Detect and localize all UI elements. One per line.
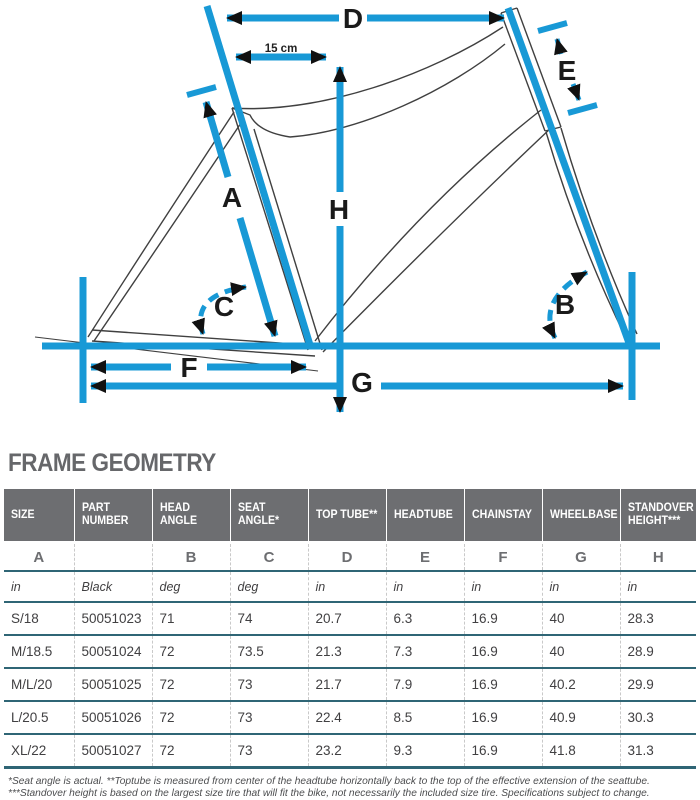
letter-cell: G bbox=[542, 543, 620, 572]
seat-measure-end-tick bbox=[187, 87, 216, 95]
unit-cell: in bbox=[464, 571, 542, 602]
label-C: C bbox=[213, 291, 235, 322]
cell: 72 bbox=[152, 734, 230, 768]
cell: 16.9 bbox=[464, 602, 542, 635]
cell: 73 bbox=[230, 734, 308, 768]
cell: M/18.5 bbox=[4, 635, 74, 668]
table-row-s18 bbox=[4, 602, 696, 635]
unit-cell: in bbox=[620, 571, 696, 602]
cell: 16.9 bbox=[464, 635, 542, 668]
cell: 40.2 bbox=[542, 668, 620, 701]
unit-cell: in bbox=[4, 571, 74, 602]
cell: 72 bbox=[152, 701, 230, 734]
cell: 50051025 bbox=[74, 668, 152, 701]
cell: 28.3 bbox=[620, 602, 696, 635]
units-row bbox=[4, 571, 696, 602]
cell: 8.5 bbox=[386, 701, 464, 734]
cell: 50051026 bbox=[74, 701, 152, 734]
headtube-top-tick bbox=[538, 23, 567, 31]
headtube-bottom-tick bbox=[568, 105, 597, 113]
spec-section bbox=[0, 449, 700, 800]
cell: 16.9 bbox=[464, 701, 542, 734]
cell: 50051027 bbox=[74, 734, 152, 768]
label-G: G bbox=[351, 367, 373, 398]
bike-frame-outline bbox=[35, 8, 637, 371]
cell: S/18 bbox=[4, 602, 74, 635]
letter-cell: D bbox=[308, 543, 386, 572]
col-size: SIZE bbox=[4, 489, 74, 543]
col-seat-angle: SEAT ANGLE* bbox=[230, 489, 308, 543]
letter-cell: B bbox=[152, 543, 230, 572]
cell: 21.7 bbox=[308, 668, 386, 701]
cell: 40.9 bbox=[542, 701, 620, 734]
cell: 72 bbox=[152, 635, 230, 668]
unit-cell: Black bbox=[74, 571, 152, 602]
col-part-number: PART NUMBER bbox=[74, 489, 152, 543]
letter-cell: F bbox=[464, 543, 542, 572]
cell: 73.5 bbox=[230, 635, 308, 668]
letter-cell: E bbox=[386, 543, 464, 572]
cell: 9.3 bbox=[386, 734, 464, 768]
letter-key-row bbox=[4, 543, 696, 572]
cell: M/L/20 bbox=[4, 668, 74, 701]
cell: 50051024 bbox=[74, 635, 152, 668]
cell: L/20.5 bbox=[4, 701, 74, 734]
unit-cell: in bbox=[386, 571, 464, 602]
letter-cell: A bbox=[4, 543, 74, 572]
cell: 73 bbox=[230, 668, 308, 701]
cell: XL/22 bbox=[4, 734, 74, 768]
unit-cell: deg bbox=[230, 571, 308, 602]
label-E: E bbox=[557, 55, 577, 86]
cell: 7.9 bbox=[386, 668, 464, 701]
cell: 21.3 bbox=[308, 635, 386, 668]
letter-cell: C bbox=[230, 543, 308, 572]
cell: 72 bbox=[152, 668, 230, 701]
table-row-m185 bbox=[4, 635, 696, 668]
table-header-row bbox=[4, 489, 696, 543]
cell: 28.9 bbox=[620, 635, 696, 668]
cell: 23.2 bbox=[308, 734, 386, 768]
footnote-line-1: *Seat angle is actual. **Toptube is measured from center of the headtube horizontally back to the top of the effective extension of the seattube. bbox=[8, 776, 650, 787]
cell: 16.9 bbox=[464, 734, 542, 768]
label-B: B bbox=[554, 289, 576, 320]
page-title: FRAME GEOMETRY bbox=[8, 449, 216, 477]
cell: 20.7 bbox=[308, 602, 386, 635]
dim-E-arrow-up bbox=[557, 39, 561, 54]
col-standover-height: STANDOVER HEIGHT*** bbox=[620, 489, 696, 543]
letter-cell: H bbox=[620, 543, 696, 572]
col-headtube: HEADTUBE bbox=[386, 489, 464, 543]
cell: 16.9 bbox=[464, 668, 542, 701]
col-wheelbase: WHEELBASE bbox=[542, 489, 620, 543]
cell: 22.4 bbox=[308, 701, 386, 734]
cell: 50051023 bbox=[74, 602, 152, 635]
col-top-tube: TOP TUBE** bbox=[308, 489, 386, 543]
label-F: F bbox=[180, 352, 198, 383]
cell: 74 bbox=[230, 602, 308, 635]
cell: 71 bbox=[152, 602, 230, 635]
cell: 40 bbox=[542, 635, 620, 668]
dim-A-lower bbox=[240, 218, 275, 336]
dimension-letters bbox=[180, 3, 576, 398]
col-head-angle: HEAD ANGLE bbox=[152, 489, 230, 543]
cell: 29.9 bbox=[620, 668, 696, 701]
cell: 30.3 bbox=[620, 701, 696, 734]
cell: 7.3 bbox=[386, 635, 464, 668]
footnote-line-2: ***Standover height is based on the largest size tire that will fit the bike, not necessarily the included size tire. Specifications subject to change. bbox=[8, 788, 650, 800]
footnotes bbox=[8, 776, 696, 800]
table-row-l205 bbox=[4, 701, 696, 734]
table-row-ml20 bbox=[4, 668, 696, 701]
unit-cell: in bbox=[542, 571, 620, 602]
cell: 73 bbox=[230, 701, 308, 734]
col-chainstay: CHAINSTAY bbox=[464, 489, 542, 543]
label-A: A bbox=[221, 182, 243, 213]
table-row-xl22 bbox=[4, 734, 696, 768]
cell: 41.8 bbox=[542, 734, 620, 768]
label-D: D bbox=[342, 3, 364, 34]
dim-A-upper bbox=[206, 102, 228, 177]
cell: 6.3 bbox=[386, 602, 464, 635]
unit-cell: in bbox=[308, 571, 386, 602]
dim-E-arrow-down bbox=[573, 84, 579, 100]
label-H: H bbox=[328, 194, 350, 225]
frame-geometry-table bbox=[4, 489, 696, 769]
label-15cm: 15 cm bbox=[264, 43, 298, 55]
letter-cell bbox=[74, 543, 152, 572]
cell: 31.3 bbox=[620, 734, 696, 768]
unit-cell: deg bbox=[152, 571, 230, 602]
cell: 40 bbox=[542, 602, 620, 635]
